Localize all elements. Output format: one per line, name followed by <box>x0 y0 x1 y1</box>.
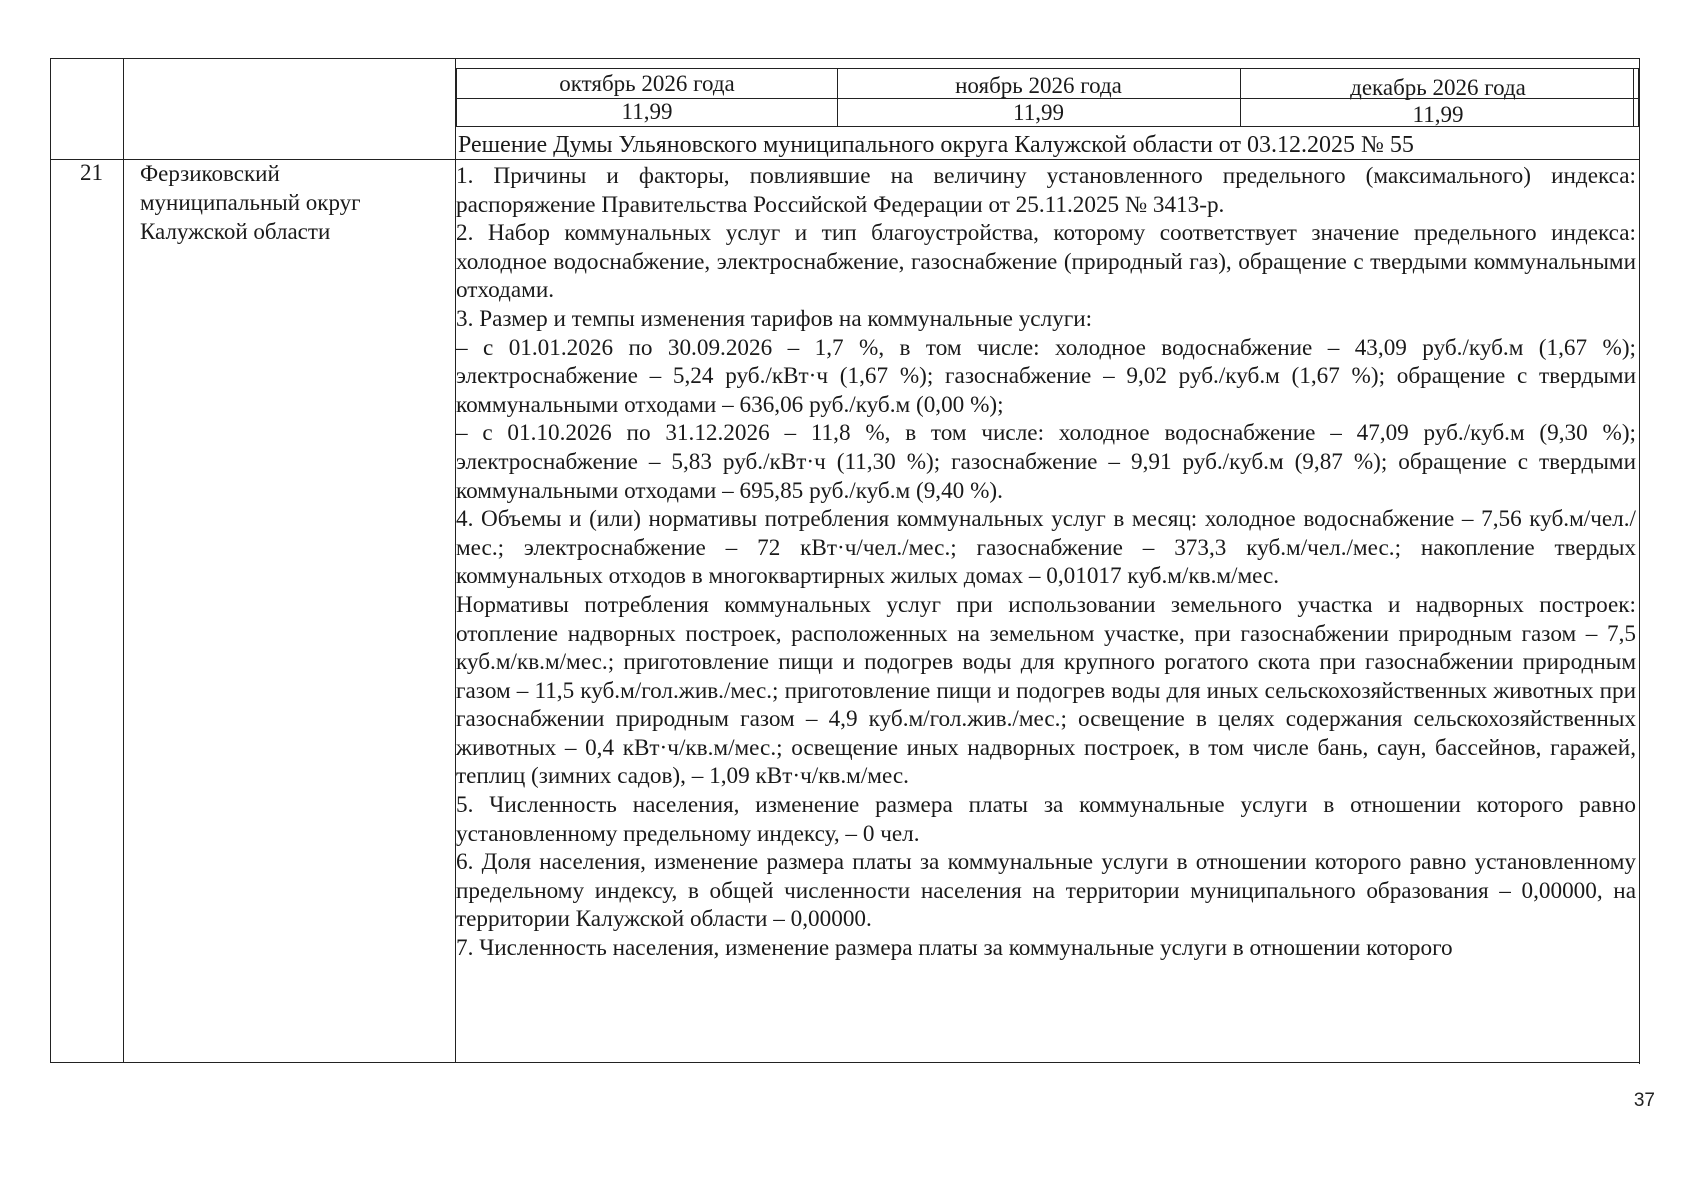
month-value: 11,99 <box>1013 100 1064 125</box>
row-description <box>456 162 1636 963</box>
paragraph: 3. Размер и темпы изменения тарифов на коммунальные услуги: <box>456 305 1093 332</box>
month-value: 11,99 <box>1412 102 1464 127</box>
decision-reference: Решение Думы Ульяновского муниципального округа Калужской области от 03.12.2025 № 55 <box>458 132 1414 158</box>
municipality-name: Ферзиковский муниципальный округ Калужской области <box>140 161 361 244</box>
paragraph: 6. Доля населения, изменение размера платы за коммунальные услуги в отношении которого равно установленному предельному индексу, в общей численности населения на территории муниципального образования – 0,00000, на территории Калужской области – 0,00000. <box>456 849 1636 933</box>
paragraph: 1. Причины и факторы, повлиявшие на величину установленного предельного (максимального) индекса: распоряжение Правительства Российской Федерации от 25.11.2025 № 3413-р. <box>456 163 1636 218</box>
months-table <box>456 68 1639 127</box>
paragraph: Нормативы потребления коммунальных услуг при использовании земельного участка и надворных построек: отопление надворных построек, расположенных на земельном участке, при газоснабжении природным газом – 7,5 куб.м/кв.м/мес.; приготовление пищи и подогрев воды для крупного рогатого скота при газоснабжении природным газом – 11,5 куб.м/гол.жив./мес.; приготовление пищи и подогрев воды для иных сельскохозяйственных животных при газоснабжении природным газом – 4,9 куб.м/гол.жив./мес.; освещение в целях содержания сельскохозяйственных животных – 0,4 кВт·ч/кв.м/мес.; освещение иных надворных построек, в том числе бань, саун, бассейнов, гаражей, теплиц (зимних садов), – 1,09 кВт·ч/кв.м/мес. <box>456 591 1636 790</box>
paragraph: – с 01.01.2026 по 30.09.2026 – 1,7 %, в том числе: холодное водоснабжение – 43,09 руб./куб.м (1,67 %); электроснабжение – 5,24 руб./кВт·ч (1,67 %); газоснабжение – 9,02 руб./куб.м (1,67 %); обращение с твердыми коммунальными отходами – 636,06 руб./куб.м (0,00 %); <box>456 334 1636 418</box>
month-label: ноябрь 2026 года <box>955 73 1122 98</box>
paragraph: – с 01.10.2026 по 31.12.2026 – 11,8 %, в том числе: холодное водоснабжение – 47,09 руб./куб.м (9,30 %); электроснабжение – 5,83 руб./кВт·ч (11,30 %); газоснабжение – 9,91 руб./куб.м (9,87 %); обращение с твердыми коммунальными отходами – 695,85 руб./куб.м (9,40 %). <box>456 420 1636 504</box>
paragraph: 2. Набор коммунальных услуг и тип благоустройства, которому соответствует значение предельного индекса: холодное водоснабжение, электроснабжение, газоснабжение (природный газ), обращение с твердыми коммунальными отходами. <box>456 220 1636 304</box>
month-value: 11,99 <box>621 99 673 124</box>
paragraph: 4. Объемы и (или) нормативы потребления коммунальных услуг в месяц: холодное водоснабжение – 7,56 куб.м/чел./мес.; электроснабжение – 72 кВт·ч/чел./мес.; газоснабжение – 373,3 куб.м/чел./мес.; накопление твердых коммунальных отходов в многоквартирных жилых домах – 0,01017 куб.м/кв.м/мес. <box>456 506 1636 590</box>
paragraph: 7. Численность населения, изменение размера платы за коммунальные услуги в отношении которого <box>456 935 1453 962</box>
paragraph: 5. Численность населения, изменение размера платы за коммунальные услуги в отношении которого равно установленному предельному индексу, – 0 чел. <box>456 792 1636 847</box>
column-divider <box>123 59 124 160</box>
page-number: 37 <box>1633 1090 1655 1111</box>
table-right-edge <box>1639 160 1640 1064</box>
month-label: октябрь 2026 года <box>559 71 735 96</box>
month-label: декабрь 2026 года <box>1350 75 1526 100</box>
column-divider <box>123 160 124 1062</box>
row-number: 21 <box>80 160 103 185</box>
